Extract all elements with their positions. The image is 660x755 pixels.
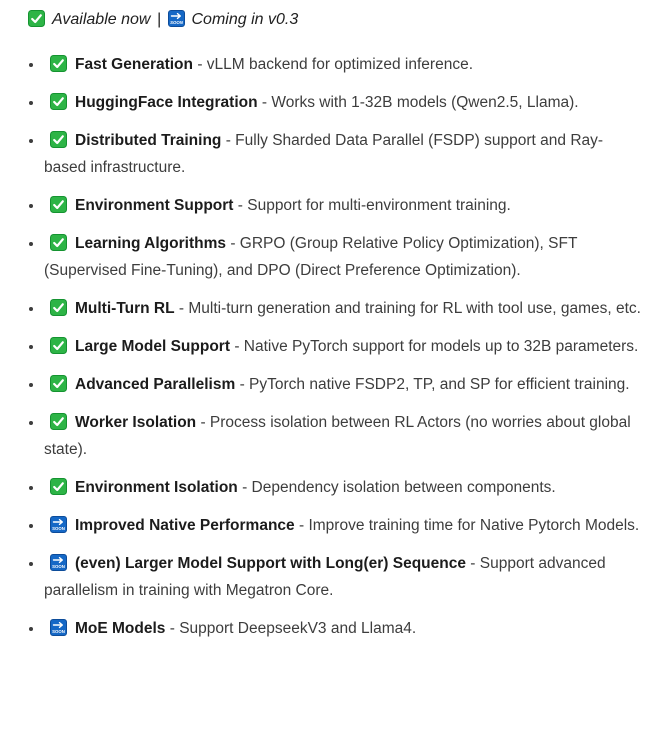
soon-icon	[50, 516, 67, 533]
check-icon	[50, 55, 67, 72]
feature-item	[44, 51, 644, 78]
feature-item	[44, 192, 644, 219]
soon-icon	[50, 554, 67, 571]
feature-title: Learning Algorithms	[75, 235, 226, 252]
feature-item	[44, 512, 644, 539]
feature-description: - Native PyTorch support for models up to 32B parameters.	[234, 338, 639, 355]
legend-separator: |	[156, 11, 162, 28]
check-icon	[50, 93, 67, 110]
check-icon	[50, 478, 67, 495]
feature-description: - PyTorch native FSDP2, TP, and SP for efficient training.	[239, 376, 630, 393]
check-icon	[28, 10, 45, 27]
feature-item	[44, 333, 644, 360]
check-icon	[50, 413, 67, 430]
svg-text:SOON: • SOON	[52, 564, 65, 570]
feature-list	[28, 51, 644, 642]
feature-item	[44, 127, 644, 181]
check-icon	[50, 299, 67, 316]
feature-item	[44, 295, 644, 322]
check-icon	[50, 234, 67, 251]
feature-description: - vLLM backend for optimized inference.	[197, 56, 474, 73]
check-icon	[50, 131, 67, 148]
svg-text:SOON: • SOON	[52, 526, 65, 532]
feature-title: Fast Generation	[75, 56, 193, 73]
legend-coming-label: Coming in v0.3	[191, 11, 299, 28]
feature-item	[44, 550, 644, 604]
check-icon	[50, 337, 67, 354]
check-icon	[50, 196, 67, 213]
feature-item	[44, 89, 644, 116]
svg-text:SOON: SOON	[169, 20, 183, 26]
feature-description: - Fully Sharded Data Parallel (FSDP) support and Ray-based infrastructure.	[44, 132, 604, 176]
feature-title: Environment Isolation	[75, 479, 238, 496]
feature-title: Distributed Training	[75, 132, 222, 149]
feature-description: - Support advanced parallelism in training with Megatron Core.	[44, 555, 606, 599]
feature-title: Multi-Turn RL	[75, 300, 175, 317]
feature-item	[44, 371, 644, 398]
feature-title: Worker Isolation	[75, 414, 197, 431]
feature-description: - Process isolation between RL Actors (no worries about global state).	[44, 414, 631, 458]
feature-description: - Dependency isolation between components.	[242, 479, 556, 496]
svg-text:SOON: • SOON	[52, 629, 65, 635]
feature-item	[44, 230, 644, 284]
feature-title: MoE Models	[75, 620, 166, 637]
feature-description: - Support for multi-environment training.	[237, 197, 511, 214]
feature-title: (even) Larger Model Support with Long(er) Sequence	[75, 555, 466, 572]
feature-title: Improved Native Performance	[75, 517, 295, 534]
feature-item	[44, 409, 644, 463]
feature-item	[44, 615, 644, 642]
feature-description: - Works with 1-32B models (Qwen2.5, Llama).	[261, 94, 579, 111]
check-icon	[50, 375, 67, 392]
feature-title: Advanced Parallelism	[75, 376, 236, 393]
feature-description: - Multi-turn generation and training for RL with tool use, games, etc.	[178, 300, 641, 317]
feature-title: Environment Support	[75, 197, 234, 214]
legend-available-label: Available now	[52, 11, 151, 28]
feature-description: - GRPO (Group Relative Policy Optimization), SFT (Supervised Fine-Tuning), and DPO (Direct Preference Optimization).	[44, 235, 578, 279]
feature-title: Large Model Support	[75, 338, 230, 355]
soon-icon	[50, 619, 67, 636]
feature-description: - Improve training time for Native Pytorch Models.	[298, 517, 640, 534]
soon-icon	[168, 10, 185, 27]
feature-title: HuggingFace Integration	[75, 94, 258, 111]
feature-item	[44, 474, 644, 501]
legend	[28, 9, 644, 30]
feature-description: - Support DeepseekV3 and Llama4.	[169, 620, 417, 637]
